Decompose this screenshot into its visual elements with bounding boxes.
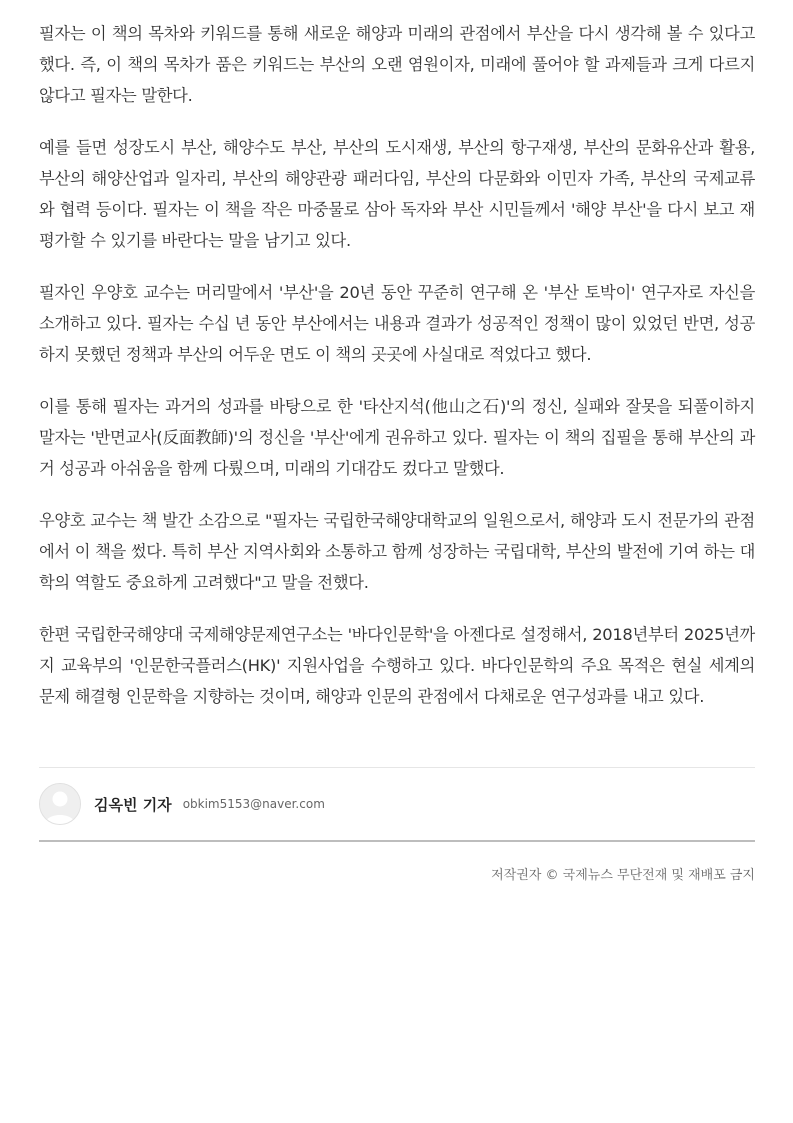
- reporter-byline: [39, 783, 755, 825]
- article-body: [39, 18, 755, 733]
- footer-divider: [39, 840, 755, 842]
- byline-divider: [39, 767, 755, 768]
- article-paragraph-2: 예를 들면 성장도시 부산, 해양수도 부산, 부산의 도시재생, 부산의 항구재생, 부산의 문화유산과 활용, 부산의 해양산업과 일자리, 부산의 해양관광 패러다임, 부산의 다문화와 이민자 가족, 부산의 국제교류와 협력 등이다. 필자는 이 책을 작은 마중물로 삼아 독자와 부산 시민들께서 '해양 부산'을 다시 보고 재평가할 수 있기를 바란다는 말을 남기고 있다.: [39, 138, 755, 250]
- avatar: [39, 783, 81, 825]
- user-avatar-icon: [40, 784, 80, 824]
- reporter-email[interactable]: obkim5153@naver.com: [182, 797, 325, 811]
- article-paragraph-1: 필자는 이 책의 목차와 키워드를 통해 새로운 해양과 미래의 관점에서 부산을 다시 생각해 볼 수 있다고 했다. 즉, 이 책의 목차가 품은 키워드는 부산의 오랜 염원이자, 미래에 풀어야 할 과제들과 크게 다르지 않다고 필자는 말한다.: [39, 24, 755, 105]
- article-paragraph-4: 이를 통해 필자는 과거의 성과를 바탕으로 한 '타산지석(他山之石)'의 정신, 실패와 잘못을 되풀이하지 말자는 '반면교사(反面教師)'의 정신을 '부산'에게 권유하고 있다. 필자는 이 책의 집필을 통해 부산의 과거 성공과 아쉬움을 함께 다뤘으며, 미래의 기대감도 컸다고 말했다.: [39, 397, 755, 478]
- article-paragraph-5: 우양호 교수는 책 발간 소감으로 "필자는 국립한국해양대학교의 일원으로서, 해양과 도시 전문가의 관점에서 이 책을 썼다. 특히 부산 지역사회와 소통하고 함께 성장하는 국립대학, 부산의 발전에 기여 하는 대학의 역할도 중요하게 고려했다"고 말을 전했다.: [39, 511, 755, 592]
- reporter-name[interactable]: 김옥빈 기자: [94, 795, 172, 814]
- article-paragraph-3: 필자인 우양호 교수는 머리말에서 '부산'을 20년 동안 꾸준히 연구해 온 '부산 토박이' 연구자로 자신을 소개하고 있다. 필자는 수십 년 동안 부산에서는 내용과 결과가 성공적인 정책이 많이 있었던 반면, 성공하지 못했던 정책과 부산의 어두운 면도 이 책의 곳곳에 사실대로 적었다고 했다.: [39, 283, 755, 364]
- copyright-notice: 저작권자 © 국제뉴스 무단전재 및 재배포 금지: [491, 868, 755, 883]
- article-paragraph-6: 한편 국립한국해양대 국제해양문제연구소는 '바다인문학'을 아젠다로 설정해서, 2018년부터 2025년까지 교육부의 '인문한국플러스(HK)' 지원사업을 수행하고 있다. 바다인문학의 주요 목적은 현실 세계의 문제 해결형 인문학을 지향하는 것이며, 해양과 인문의 관점에서 다채로운 연구성과를 내고 있다.: [39, 625, 755, 706]
